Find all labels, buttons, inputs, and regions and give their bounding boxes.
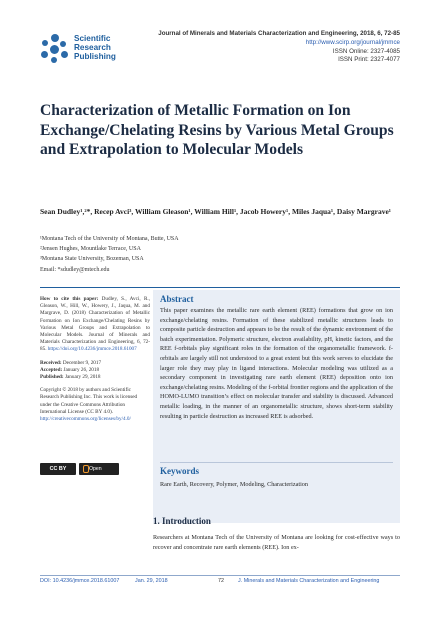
affiliations <box>40 234 340 275</box>
received-date: December 9, 2017 <box>62 359 102 366</box>
footer-journal: J. Minerals and Materials Characterization and Engineering <box>238 578 380 584</box>
footer-divider <box>40 575 400 576</box>
accepted-label: Accepted: <box>40 366 63 373</box>
logo-line-2: Research <box>74 43 111 52</box>
affiliation-2: ²Jensen Hughes, Mountlake Terrace, USA <box>40 246 141 253</box>
issn-online: ISSN Online: 2327-4085 <box>332 47 400 55</box>
published-date: January 29, 2018 <box>64 374 101 381</box>
keywords-text: Rare Earth, Recovery, Polymer, Modeling, Characterization <box>160 481 308 488</box>
footer-page-number: 72 <box>218 578 224 584</box>
paper-title: Characterization of Metallic Formation on Ion Exchange/Chelating Resins by Various Metal Groups and Extrapolation to Molecular Models <box>40 102 394 158</box>
license-link[interactable]: http://creativecommons.org/licenses/by/4.0/ <box>40 416 131 423</box>
dates-block <box>40 360 150 382</box>
open-access-badge[interactable]: Open Access <box>79 463 119 475</box>
citation-block <box>40 296 150 354</box>
cite-text: Dudley, S., Avci, R., Gleason, W., Hill, W., Howery, J., Jaqua, M. and Margrave, D. (2018) Characterization of Metallic Formation on Ion Exchange/Chelating Resins by Various Metal Groups and Extrapolation to Molecular Models. Journal of Minerals and Materials Characterization and Engineering, 6, 72-85. <box>40 296 150 353</box>
footer-doi[interactable]: DOI: 10.4236/jmmce.2018.61007 <box>40 578 120 584</box>
abstract-text: This paper examines the metallic rare earth element (REE) formations that grow on ion exchange/chelating resins. Formation of these stabilized metallic structures leads to composite particle destruction and appears to be the result of the dynamic environment of the batch experimentation. Polymeric structure, electron availability, pH, kinetic factors, and the REE f-orbitals play significant roles in the formation of the organometallic framework. f-orbitals are largely still not understood to a great extent but this work serves to elucidate the larger role they may play in ligand interactions. Molecular modeling was utilized as a secondary component in investigating rare earth element (REE) deposition onto ion exchange/chelating resins. Modeling of the f-orbital frontier regions and the application of the HOMO-LUMO transition’s effect on molecular transfer and stability is discussed. Advanced metallic loading, in the manner of an organometallic structure, shows short-term stability resulting in particle destruction as increased REE is adsorbed. <box>160 307 393 420</box>
open-lock-icon <box>83 465 89 473</box>
issn-print: ISSN Print: 2327-4077 <box>338 56 400 64</box>
received-label: Received: <box>40 359 62 366</box>
copyright-text: Copyright © 2018 by authors and Scientific Research Publishing Inc. This work is licensed under the Creative Commons Attribution International License (CC BY 4.0). <box>40 387 138 415</box>
sidebar-info <box>40 296 150 429</box>
copyright-block <box>40 387 150 423</box>
affiliation-3: ³Montana State University, Bozeman, USA <box>40 256 144 263</box>
cite-label: How to cite this paper: <box>40 296 99 302</box>
publisher-logo-icon <box>40 34 70 64</box>
introduction-heading: 1. Introduction <box>153 516 211 526</box>
journal-info <box>158 30 400 65</box>
affiliation-1: ¹Montana Tech of the University of Montana, Butte, USA <box>40 236 179 242</box>
page-footer <box>40 578 400 588</box>
footer-date: Jan. 29, 2018 <box>135 578 168 584</box>
author-list: Sean Dudley¹,²*, Recep Avci³, William Gleason¹, William Hill¹, Jacob Howery¹, Miles Jaqua¹, Daisy Margrave¹ <box>40 207 392 216</box>
introduction-text: Researchers at Montana Tech of the University of Montana are looking for cost-effective ways to recover and concentrate rare earth elements (REE). Ion ex- <box>153 534 400 551</box>
journal-url-link[interactable]: http://www.scirp.org/journal/jmmce <box>305 38 400 46</box>
published-label: Published: <box>40 374 64 381</box>
publisher-logo <box>40 33 160 67</box>
cite-doi-link[interactable]: https://doi.org/10.4236/jmmce.2018.61007 <box>47 346 137 353</box>
cc-by-badge[interactable]: CC BY <box>40 463 76 475</box>
author-email[interactable]: Email: *sdudley@mtech.edu <box>40 266 110 273</box>
keywords-heading: Keywords <box>160 466 199 476</box>
license-badges <box>40 463 160 484</box>
journal-name: Journal of Minerals and Materials Characterization and Engineering, 2018, 6, 72-85 <box>158 30 400 37</box>
logo-line-3: Publishing <box>74 52 116 61</box>
logo-line-1: Scientific <box>74 34 111 43</box>
accepted-date: January 26, 2018 <box>63 366 100 373</box>
header-divider <box>40 287 400 288</box>
abstract-heading: Abstract <box>160 294 194 304</box>
keywords-divider <box>160 462 393 463</box>
